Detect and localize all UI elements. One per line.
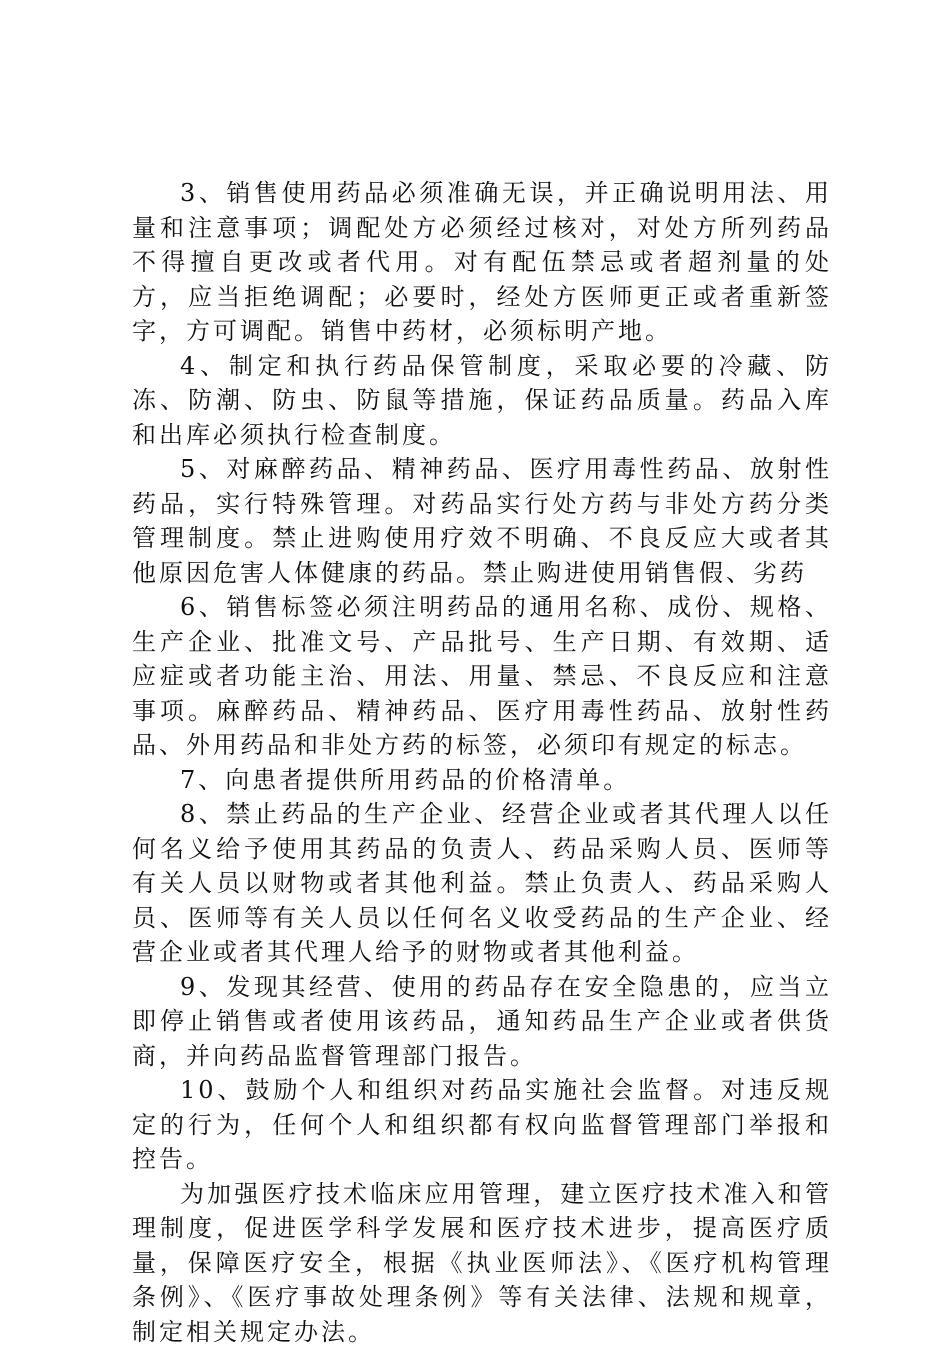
paragraph-item-6: 6、销售标签必须注明药品的通用名称、成份、规格、生产企业、批准文号、产品批号、生产日期、有效期、适应症或者功能主治、用法、用量、禁忌、不良反应和注意事项。麻醉药品、精神药品、医疗用毒性药品、放射性药品、外用药品和非处方药的标签，必须印有规定的标志。 bbox=[132, 590, 832, 763]
paragraph-item-10: 10、鼓励个人和组织对药品实施社会监督。对违反规定的行为，任何个人和组织都有权向监督管理部门举报和控告。 bbox=[132, 1073, 832, 1177]
paragraph-item-4: 4、制定和执行药品保管制度，采取必要的冷藏、防冻、防潮、防虫、防鼠等措施，保证药品质量。药品入库和出库必须执行检查制度。 bbox=[132, 349, 832, 453]
paragraph-closing: 为加强医疗技术临床应用管理，建立医疗技术准入和管理制度，促进医学科学发展和医疗技术进步，提高医疗质量，保障医疗安全，根据《执业医师法》、《医疗机构管理条例》、《医疗事故处理条例》等有关法律、法规和规章，制定相关规定办法。 bbox=[132, 1177, 832, 1349]
paragraph-item-8: 8、禁止药品的生产企业、经营企业或者其代理人以任何名义给予使用其药品的负责人、药品采购人员、医师等有关人员以财物或者其他利益。禁止负责人、药品采购人员、医师等有关人员以任何名义收受药品的生产企业、经营企业或者其代理人给予的财物或者其他利益。 bbox=[132, 797, 832, 970]
paragraph-item-3: 3、销售使用药品必须准确无误，并正确说明用法、用量和注意事项；调配处方必须经过核对，对处方所列药品不得擅自更改或者代用。对有配伍禁忌或者超剂量的处方，应当拒绝调配；必要时，经处方医师更正或者重新签字，方可调配。销售中药材，必须标明产地。 bbox=[132, 176, 832, 349]
document-body bbox=[132, 176, 832, 1349]
paragraph-item-7: 7、向患者提供所用药品的价格清单。 bbox=[132, 763, 832, 798]
paragraph-item-9: 9、发现其经营、使用的药品存在安全隐患的，应当立即停止销售或者使用该药品，通知药品生产企业或者供货商，并向药品监督管理部门报告。 bbox=[132, 970, 832, 1074]
paragraph-item-5: 5、对麻醉药品、精神药品、医疗用毒性药品、放射性药品，实行特殊管理。对药品实行处方药与非处方药分类管理制度。禁止进购使用疗效不明确、不良反应大或者其他原因危害人体健康的药品。禁止购进使用销售假、劣药 bbox=[132, 452, 832, 590]
